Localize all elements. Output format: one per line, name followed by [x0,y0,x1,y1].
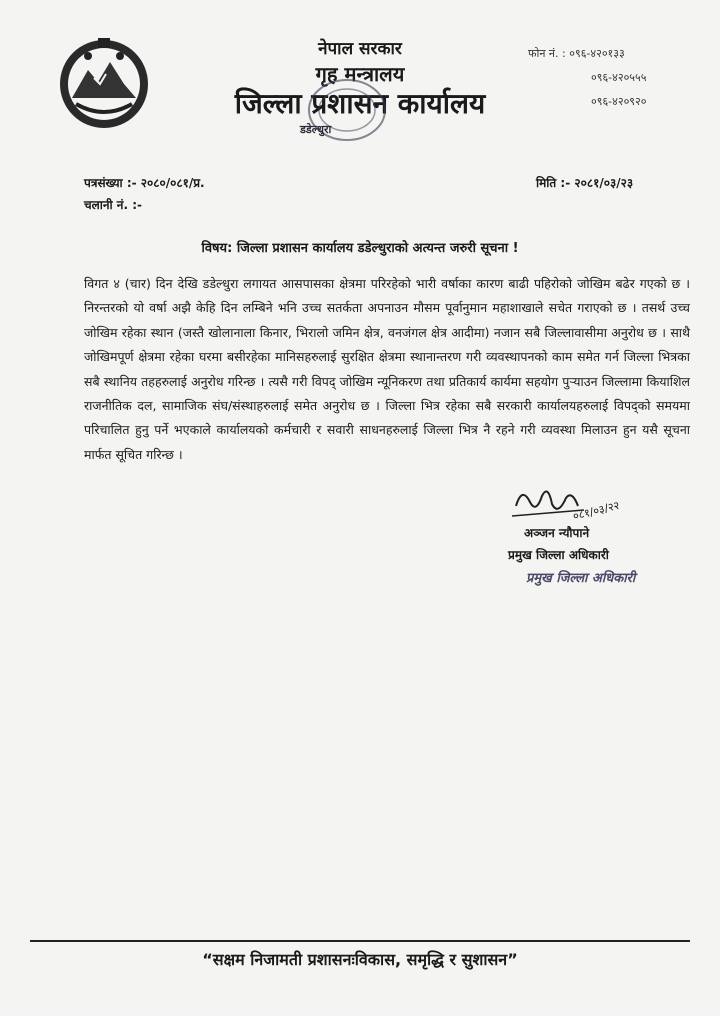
letter-body: विगत ४ (चार) दिन देखि डडेल्धुरा लगायत आसपासका क्षेत्रमा परिरहेको भारी वर्षाका कारण बाढी पहिरोको जोखिम बढेर गएको छ । निरन्तरको यो वर्षा अझै केहि दिन लम्बिने भनि उच्च सतर्कता अपनाउन मौसम पूर्वानुमान महाशाखाले सचेत गराएको छ । तसर्थ उच्च जोखिम रहेका स्थान (जस्तै खोलानाला किनार, भिरालो जमिन क्षेत्र, वनजंगल क्षेत्र आदीमा) नजान सबै जिल्लावासीमा अनुरोध छ । साथै जोखिमपूर्ण क्षेत्रमा रहेका घरमा बसीरहेका मानिसहरुलाई सुरक्षित क्षेत्रमा स्थानान्तरण गरी व्यवस्थापनको काम समेत गर्न जिल्ला भित्रका सबै स्थानिय तहहरुलाई अनुरोध गरिन्छ । त्यसै गरी विपद् जोखिम न्यूनिकरण तथा प्रतिकार्य कार्यमा सहयोग पुर्‍याउन जिल्लामा कियाशिल राजनीतिक दल, सामाजिक संघ/संस्थाहरुलाई समेत अनुरोध छ । जिल्ला भित्र रहेका सबै सरकारी कार्यालयहरुलाई विपद्को समयमा परिचालित हुनु पर्ने भएकाले कार्यालयको कर्मचारी र सवारी साधनहरुलाई जिल्ला भित्र नै रहने गरी व्यवस्था मिलाउन हुन यसै सूचना मार्फत सूचित गरिन्छ । [84,276,690,462]
phone-line-1 [528,48,646,72]
header-ministry: गृह मन्त्रालय [315,62,405,86]
footer-divider [30,940,690,942]
header-government: नेपाल सरकार [318,39,402,59]
phone-block [528,48,646,120]
signer-title: प्रमुख जिल्ला अधिकारी [508,548,609,562]
nepal-emblem-icon [58,34,150,134]
letter-subject: विषय: जिल्ला प्रशासन कार्यालय डडेल्धुराको अत्यन्त जरुरी सूचना ! [201,241,519,256]
signature-date: ०८१/०३/२२ [571,498,621,523]
letter-date: मिति :- २०८१/०३/२३ [536,176,634,190]
footer-motto: “सक्षम निजामती प्रशासनःविकास, समृद्धि र सुशासन” [202,950,518,969]
signer-name: अञ्जन न्यौपाने [524,526,590,540]
dispatch-number: चलानी नं. :- [84,198,142,212]
phone-number-1: ०९६-४२०१३३ [569,47,625,60]
header-office: जिल्ला प्रशासन कार्यालय [234,87,486,120]
reference-number: पत्रसंख्या :- २०८०/०८१/प्र. [84,176,205,190]
signer-stamp: प्रमुख जिल्ला अधिकारी [526,571,636,586]
office-stamp-icon [292,70,402,150]
phone-number-3: ०९६-४२०९२० [591,95,647,108]
phone-number-2: ०९६-४२०५५५ [591,71,647,84]
stamp-district-name: डडेल्धुरा [300,123,332,136]
phone-label: फोन नं. : [528,47,566,60]
